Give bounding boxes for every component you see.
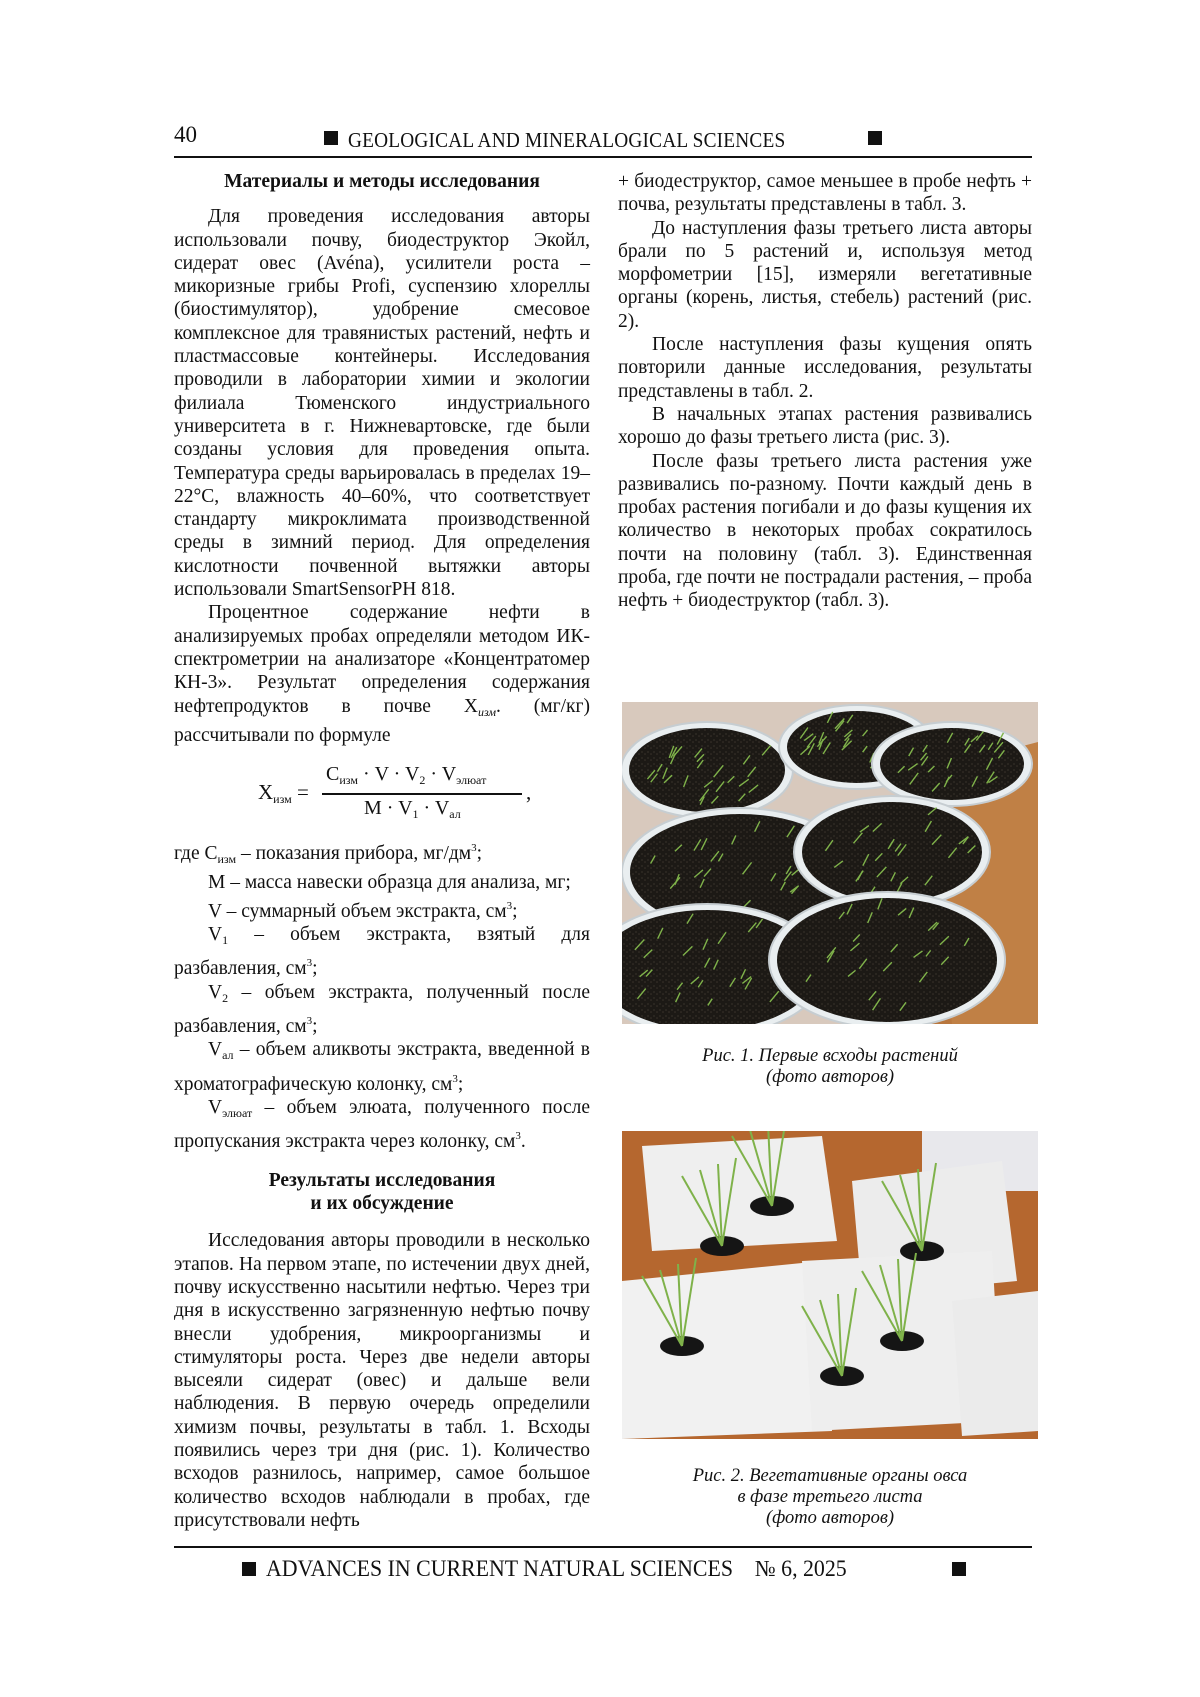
caption-line: Рис. 2. Вегетативные органы овса xyxy=(692,1466,968,1486)
def-text: ; xyxy=(312,958,318,980)
formula-comma: , xyxy=(526,780,532,805)
definition-c xyxy=(174,837,590,871)
formula-definitions xyxy=(174,837,590,1153)
journal-section-title: GEOLOGICAL AND MINERALOGICAL SCIENCES xyxy=(348,128,786,152)
def-sub: изм xyxy=(217,852,237,867)
def-text: V xyxy=(208,924,223,946)
def-sup: 3 xyxy=(306,1014,313,1027)
right-column xyxy=(618,170,1032,613)
header-square-icon xyxy=(868,131,882,145)
def-text: . xyxy=(520,1131,526,1153)
def-sup: 3 xyxy=(471,842,477,855)
definition-v xyxy=(174,895,590,923)
section-heading-methods: Материалы и методы исследования xyxy=(224,171,540,192)
footer-divider xyxy=(174,1546,1032,1548)
caption-line: в фазе третьего листа xyxy=(737,1487,923,1507)
paragraph-morphometry: До наступления фазы третьего листа авторы брали по 5 растений и, используя метод морфометрии [15], измеряли вегетативные органы (корень, листья, стебель) растений (рис. 2). xyxy=(618,217,1032,332)
page-number: 40 xyxy=(174,122,197,147)
figure-1-photo xyxy=(622,702,1038,1024)
figure-1-caption xyxy=(622,1046,1038,1088)
caption-line: Рис. 1. Первые всходы растений xyxy=(702,1046,958,1066)
def-text: – объем аликвоты экстракта, введенной в хроматографическую колонку, см xyxy=(174,1039,590,1095)
paragraph-materials: Для проведения исследования авторы использовали почву, биодеструктор Экойл, сидерат овес (Avéna), усилители роста – микоризные грибы Profi, суспензию хлореллы (биостимулятор), удобрение смесовое комплексное для травянистых растений, нефть и пластмассовые контейнеры. Исследования проводили в лаборатории химии и экологии филиала Тюменского индустриального университета в г. Нижневартовске, где были созданы условия для проведения опыта. Температура среды варьировалась в пределах 19–22°C, влажность 40–60%, что соответствует стандарту микроклимата производственной среды в зимний период. Для определения кислотности почвенной вытяжки авторы использовали SmartSensorPH 818. xyxy=(174,206,590,601)
def-sub: элюат xyxy=(222,1105,253,1120)
formula-sub: изм xyxy=(273,792,292,807)
def-text: V xyxy=(208,981,223,1003)
definition-v1 xyxy=(174,923,590,981)
footer-journal xyxy=(266,1556,988,1582)
paragraph-oil-content xyxy=(174,601,590,747)
def-text: ; xyxy=(312,1015,318,1037)
header-divider xyxy=(174,156,1032,158)
section-heading-results xyxy=(174,1169,590,1215)
def-text: ; xyxy=(512,900,518,922)
footer-square-icon xyxy=(242,1562,256,1576)
def-sup: 3 xyxy=(452,1072,458,1085)
formula-numerator xyxy=(326,763,486,792)
formula-var: X xyxy=(258,780,274,805)
formula-sub: изм xyxy=(339,773,358,788)
footer-square-icon xyxy=(952,1562,966,1576)
def-sup: 3 xyxy=(306,957,313,970)
formula-var: · V xyxy=(425,763,457,786)
definition-val xyxy=(174,1038,590,1096)
paragraph-initial-stages: В начальных этапах растения развивались хорошо до фазы третьего листа (рис. 3). xyxy=(618,403,1032,449)
formula-var: · V · V xyxy=(357,763,420,786)
formula-sub: элюат xyxy=(456,773,487,788)
def-text: – объем экстракта, взятый для разбавления, см xyxy=(174,924,590,980)
definition-m: M – масса навески образца для анализа, мг; xyxy=(208,872,571,894)
def-sup: 3 xyxy=(515,1130,521,1143)
def-text: V xyxy=(208,1039,223,1061)
def-text: где C xyxy=(174,843,218,865)
def-sub: 2 xyxy=(222,990,229,1005)
left-column xyxy=(174,170,590,1532)
paragraph-oil-text: Процентное содержание нефти в анализируемых пробах определяли методом ИК-спектрометрии на анализаторе «Концентратомер КН-3». Результат определения содержания нефтепродуктов в почве X xyxy=(174,602,590,717)
paragraph-oil-text-end: . (мг/кг) рассчитывали по формуле xyxy=(174,695,590,746)
formula-denominator xyxy=(364,797,461,826)
formula-sub: ал xyxy=(449,807,461,822)
footer-journal-name: ADVANCES IN CURRENT NATURAL SCIENCES xyxy=(266,1556,733,1581)
caption-line: (фото авторов) xyxy=(765,1508,895,1528)
formula-var: C xyxy=(326,763,340,786)
def-text: – объем экстракта, полученный после разбавления, см xyxy=(174,981,590,1037)
def-text: V – суммарный объем экстракта, см xyxy=(208,900,507,922)
paragraph-results: Исследования авторы проводили в несколько этапов. На первом этапе, по истечении двух дней, почву искусственно насытили нефтью. Через три дня в искусственно загрязненную нефтью почву внесли удобрения, микроорганизмы и стимуляторы роста. Через две недели авторы высеяли сидерат (овес) и дальше вели наблюдения. В первую очередь определили химизм почвы, результаты в табл. 1. Всходы появились через три дня (рис. 1). Количество всходов разнилось, например, самое большое количество всходов наблюдали в пробах, где присутствовали нефть xyxy=(174,1230,590,1531)
def-text: V xyxy=(208,1096,223,1118)
footer-issue: № 6, 2025 xyxy=(754,1556,847,1581)
formula-var: · V xyxy=(418,797,450,820)
figure-2-photo xyxy=(622,1131,1038,1439)
paragraph-after-third-leaf: После фазы третьего листа растения уже развивались по-разному. Почти каждый день в пробах растения погибали и до фазы кущения их количество в некоторых пробах сократилось почти на половину (табл. 3). Единственная проба, где почти не пострадали растения, – проба нефть + биодеструктор (табл. 3). xyxy=(618,450,1032,612)
figure-2-caption xyxy=(622,1466,1038,1529)
formula-sub: 2 xyxy=(419,773,426,788)
def-text: ; xyxy=(476,843,483,865)
definition-velyuat xyxy=(174,1096,590,1154)
def-text: – объем элюата, полученного после пропускания экстракта через колонку, см xyxy=(174,1096,590,1153)
subscript: изм xyxy=(477,704,496,719)
def-sup: 3 xyxy=(506,899,513,912)
header-square-icon xyxy=(324,131,338,145)
formula xyxy=(174,757,590,829)
paragraph-tillering: После наступления фазы кущения опять повторили данные исследования, результаты представлены в табл. 2. xyxy=(618,334,1032,402)
formula-var: M · V xyxy=(364,797,413,820)
formula-lhs: $X_{изм}$ = xyxy=(258,780,309,807)
def-sub: ал xyxy=(222,1048,234,1063)
def-sub: 1 xyxy=(222,933,229,948)
formula-sub: 1 xyxy=(412,807,419,822)
caption-line: (фото авторов) xyxy=(765,1067,895,1087)
def-text: ; xyxy=(457,1073,464,1095)
heading-line: и их обсуждение xyxy=(310,1193,454,1215)
heading-line: Результаты исследования xyxy=(268,1170,496,1192)
paragraph-continued: + биодеструктор, самое меньшее в пробе нефть + почва, результаты представлены в табл. 3. xyxy=(618,171,1032,216)
formula-fraction-line xyxy=(322,793,522,795)
def-text: – показания прибора, мг/дм xyxy=(236,843,472,865)
definition-v2 xyxy=(174,981,590,1039)
